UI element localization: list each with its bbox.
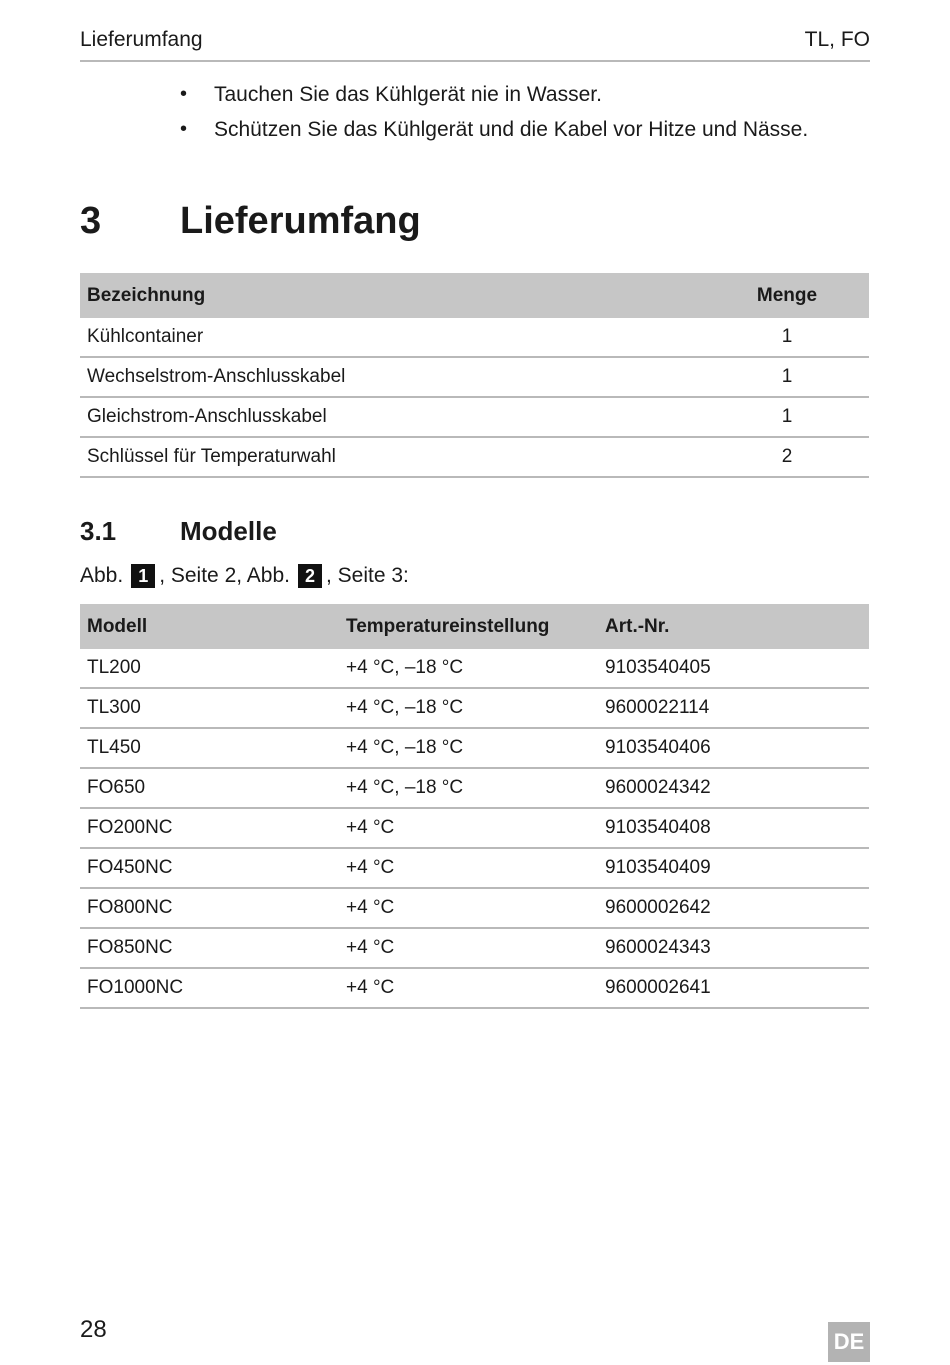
cell-model: FO1000NC: [80, 968, 339, 1008]
table-row: [80, 649, 869, 688]
column-header-article-number: Art.-Nr.: [598, 604, 869, 649]
table-row: [80, 928, 869, 968]
page-number: 28: [80, 1316, 107, 1343]
table-row: [80, 728, 869, 768]
cell-article-number: 9103540408: [598, 808, 869, 848]
language-badge: DE: [828, 1322, 870, 1362]
list-item: [180, 112, 808, 147]
subsection-heading: [80, 516, 277, 547]
column-header-quantity: Menge: [705, 273, 869, 318]
table-row: [80, 688, 869, 728]
table-header-row: [80, 604, 869, 649]
section-number: 3: [80, 200, 102, 242]
cell-quantity: 1: [705, 318, 869, 357]
cell-temperature: +4 °C, –18 °C: [339, 649, 598, 688]
table-row: [80, 318, 869, 357]
table-row: [80, 968, 869, 1008]
cell-designation: Gleichstrom-Anschlusskabel: [80, 397, 705, 437]
cell-model: TL300: [80, 688, 339, 728]
table-row: [80, 888, 869, 928]
subsection-title: Modelle: [180, 516, 277, 546]
cell-temperature: +4 °C: [339, 848, 598, 888]
cell-temperature: +4 °C, –18 °C: [339, 768, 598, 808]
cell-model: TL200: [80, 649, 339, 688]
cell-article-number: 9103540409: [598, 848, 869, 888]
table-header-row: [80, 273, 869, 318]
cell-temperature: +4 °C: [339, 928, 598, 968]
cell-article-number: 9600002642: [598, 888, 869, 928]
cell-quantity: 1: [705, 397, 869, 437]
cell-model: TL450: [80, 728, 339, 768]
table-row: [80, 808, 869, 848]
cell-model: FO450NC: [80, 848, 339, 888]
column-header-temperature: Temperatureinstellung: [339, 604, 598, 649]
cell-designation: Schlüssel für Temperaturwahl: [80, 437, 705, 477]
cell-article-number: 9600024342: [598, 768, 869, 808]
cell-temperature: +4 °C: [339, 808, 598, 848]
cell-model: FO200NC: [80, 808, 339, 848]
column-header-model: Modell: [80, 604, 339, 649]
list-item: [180, 77, 808, 112]
bullet-text: Schützen Sie das Kühlgerät und die Kabel vor Hitze und Nässe.: [214, 117, 809, 141]
models-table: [80, 604, 869, 1009]
column-header-designation: Bezeichnung: [80, 273, 705, 318]
bullet-list: [180, 77, 808, 147]
cell-article-number: 9600022114: [598, 688, 869, 728]
cell-model: FO800NC: [80, 888, 339, 928]
cell-model: FO650: [80, 768, 339, 808]
figref-middle: , Seite 2, Abb.: [159, 564, 290, 587]
figure-reference: [80, 564, 409, 588]
figref-suffix: , Seite 3:: [325, 564, 409, 587]
cell-temperature: +4 °C: [339, 968, 598, 1008]
section-heading: [80, 200, 421, 243]
cell-quantity: 2: [705, 437, 869, 477]
cell-quantity: 1: [705, 357, 869, 397]
cell-model: FO850NC: [80, 928, 339, 968]
table-row: [80, 848, 869, 888]
table-row: [80, 768, 869, 808]
header-models: TL, FO: [804, 28, 870, 51]
cell-article-number: 9600002641: [598, 968, 869, 1008]
cell-temperature: +4 °C: [339, 888, 598, 928]
cell-article-number: 9103540405: [598, 649, 869, 688]
running-header: [80, 28, 870, 62]
cell-designation: Kühlcontainer: [80, 318, 705, 357]
table-row: [80, 357, 869, 397]
bullet-icon: •: [180, 83, 188, 105]
bullet-text: Tauchen Sie das Kühlgerät nie in Wasser.: [214, 82, 602, 106]
cell-designation: Wechselstrom-Anschlusskabel: [80, 357, 705, 397]
cell-temperature: +4 °C, –18 °C: [339, 728, 598, 768]
figure-number-badge: 2: [298, 564, 322, 588]
scope-of-delivery-table: [80, 273, 869, 478]
cell-article-number: 9103540406: [598, 728, 869, 768]
cell-temperature: +4 °C, –18 °C: [339, 688, 598, 728]
cell-article-number: 9600024343: [598, 928, 869, 968]
header-chapter: Lieferumfang: [80, 28, 203, 51]
table-row: [80, 437, 869, 477]
figref-prefix: Abb.: [80, 564, 124, 587]
figure-number-badge: 1: [131, 564, 155, 588]
section-title: Lieferumfang: [180, 200, 421, 242]
bullet-icon: •: [180, 118, 188, 140]
table-row: [80, 397, 869, 437]
subsection-number: 3.1: [80, 516, 117, 546]
